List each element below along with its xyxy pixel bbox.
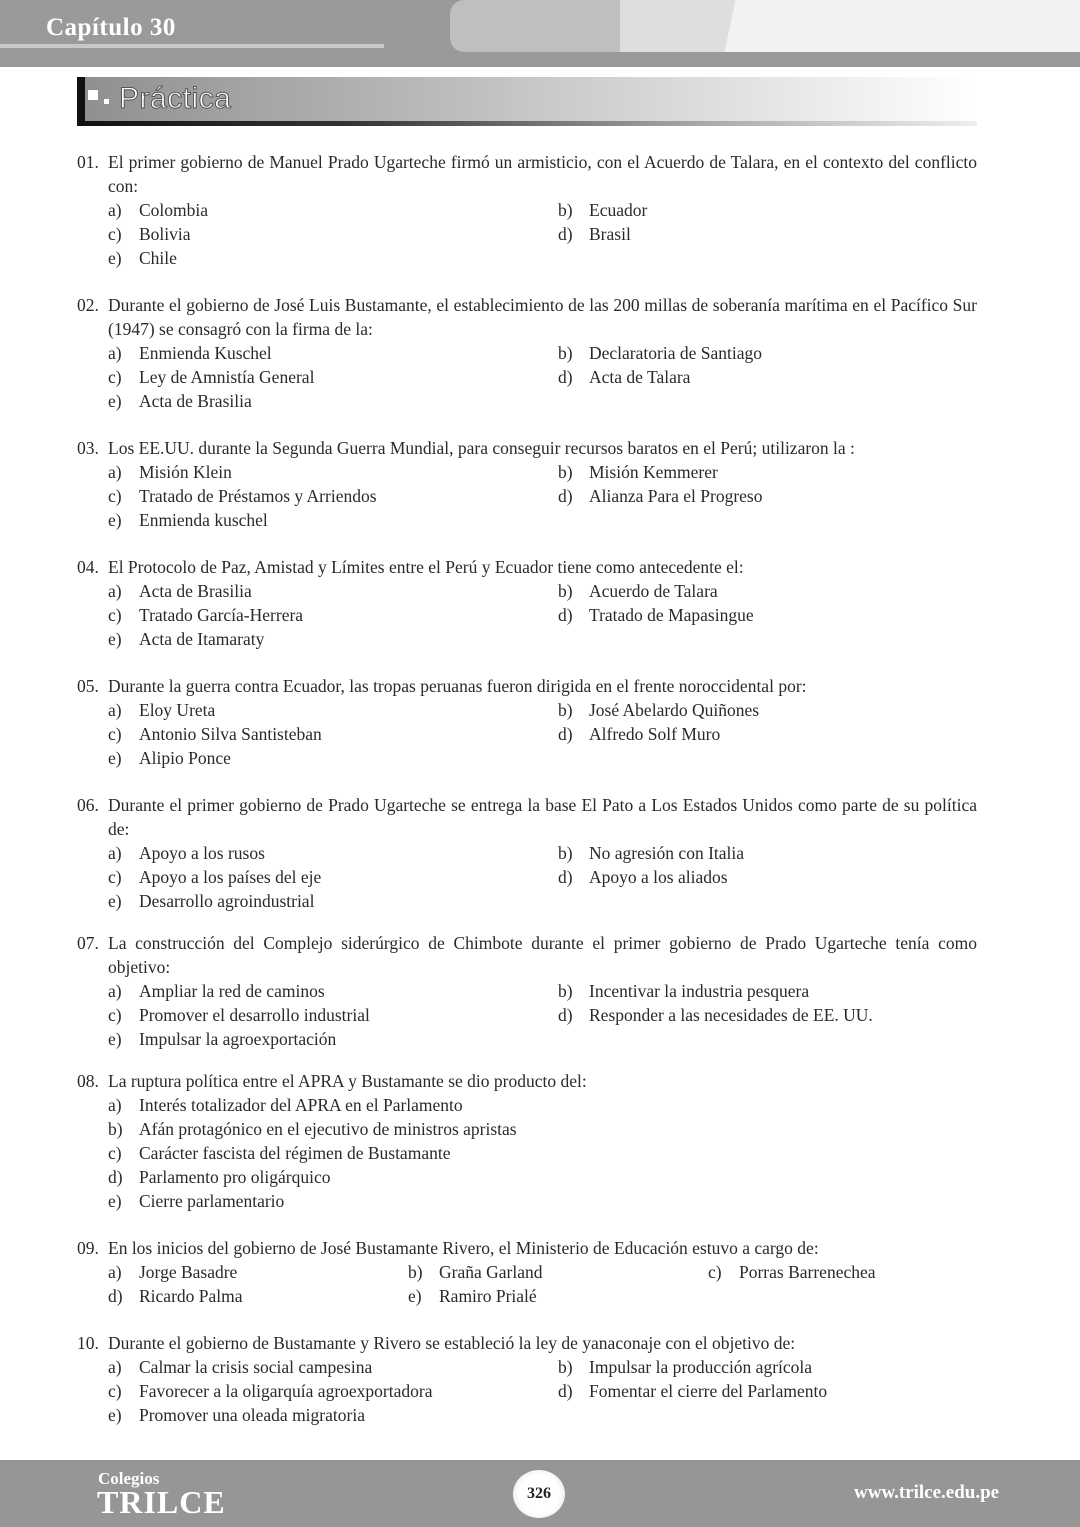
option: e) Acta de Itamaraty [108,629,265,649]
option: d) Responder a las necesidades de EE. UU. [558,1005,873,1025]
option: e) Promover una oleada migratoria [108,1405,365,1425]
option: d) Tratado de Mapasingue [558,605,754,625]
question-text: El primer gobierno de Manuel Prado Ugarteche firmó un armisticio, con el Acuerdo de Talara, en el contexto del conflicto con: [108,152,977,196]
question-number: 03. [77,438,99,458]
option: c) Favorecer a la oligarquía agroexportadora [108,1381,433,1401]
option: c) Carácter fascista del régimen de Bustamante [108,1143,451,1163]
question-number: 02. [77,295,99,315]
header-band [0,52,1080,67]
chapter-title: Capítulo 30 [46,14,176,41]
question-text: En los inicios del gobierno de José Bustamante Rivero, el Ministerio de Educación estuvo a cargo de: [108,1238,819,1258]
option: e) Desarrollo agroindustrial [108,891,315,911]
question [77,1236,977,1308]
question [77,793,977,913]
question-text: Durante el gobierno de Bustamante y Rivero se estableció la ley de yanaconaje con el objetivo de: [108,1333,796,1353]
question-number: 08. [77,1071,99,1091]
option: a) Eloy Ureta [108,700,216,720]
option: b) Graña Garland [408,1262,543,1282]
question-text: Durante el gobierno de José Luis Bustamante, el establecimiento de las 200 millas de soberanía marítima en el Pacífico Sur (1947) se consagró con la firma de la: [108,295,977,339]
brand-subtitle: Colegios [98,1469,160,1488]
question-text: Durante la guerra contra Ecuador, las tropas peruanas fueron dirigida en el frente noroccidental por: [108,676,807,696]
header-decoration [699,0,1080,52]
option: a) Jorge Basadre [108,1262,238,1282]
question-number: 04. [77,557,99,577]
option: a) Misión Klein [108,462,232,482]
question-number: 07. [77,933,99,953]
option: e) Chile [108,248,177,268]
option: c) Bolivia [108,224,191,244]
option: d) Alianza Para el Progreso [558,486,763,506]
question [77,931,977,1051]
question [77,293,977,413]
option: a) Acta de Brasilia [108,581,252,601]
section-underline [77,121,977,126]
small-bullet-icon [104,99,109,104]
question-number: 06. [77,795,99,815]
question [77,436,977,532]
option: a) Interés totalizador del APRA en el Parlamento [108,1095,463,1115]
option: c) Antonio Silva Santisteban [108,724,322,744]
option: d) Fomentar el cierre del Parlamento [558,1381,828,1401]
option: c) Porras Barrenechea [708,1262,876,1282]
option: a) Enmienda Kuschel [108,343,272,363]
question-text: Los EE.UU. durante la Segunda Guerra Mundial, para conseguir recursos baratos en el Perú; utilizaron la : [108,438,855,458]
section-title: Práctica [119,82,232,115]
brand-logo: TRILCE [97,1484,226,1520]
option: b) Afán protagónico en el ejecutivo de ministros apristas [108,1119,517,1139]
option: b) No agresión con Italia [558,843,745,863]
option: e) Enmienda kuschel [108,510,268,530]
question-text: La ruptura política entre el APRA y Bustamante se dio producto del: [108,1071,587,1091]
option: c) Tratado de Préstamos y Arriendos [108,486,377,506]
option: d) Apoyo a los aliados [558,867,728,887]
option: b) Ecuador [558,200,648,220]
section-banner [77,77,977,127]
option: e) Acta de Brasilia [108,391,252,411]
option: c) Ley de Amnistía General [108,367,315,387]
page-header [0,0,1080,67]
option: d) Brasil [558,224,631,244]
question-number: 01. [77,152,99,172]
option: d) Ricardo Palma [108,1286,243,1306]
question [77,674,977,770]
option: b) José Abelardo Quiñones [558,700,760,720]
option: e) Alipio Ponce [108,748,231,768]
section-marker [77,77,85,126]
question [77,1069,977,1213]
option: e) Impulsar la agroexportación [108,1029,337,1049]
option: b) Declaratoria de Santiago [558,343,762,363]
question-number: 05. [77,676,99,696]
option: b) Incentivar la industria pesquera [558,981,810,1001]
question-text: La construcción del Complejo siderúrgico de Chimbote durante el primer gobierno de Prado Ugarteche tenía como objetivo: [108,933,977,977]
option: d) Acta de Talara [558,367,691,387]
option: a) Colombia [108,200,209,220]
option: a) Apoyo a los rusos [108,843,265,863]
question [77,555,977,651]
option: c) Tratado García-Herrera [108,605,304,625]
square-bullet-icon [88,90,98,100]
question-text: Durante el primer gobierno de Prado Ugarteche se entrega la base El Pato a Los Estados Unidos como parte de su política de: [108,795,977,839]
question-number: 10. [77,1333,99,1353]
option: d) Parlamento pro oligárquico [108,1167,331,1187]
option: d) Alfredo Solf Muro [558,724,721,744]
option: e) Ramiro Prialé [408,1286,537,1306]
page-number: 326 [513,1470,565,1518]
option: c) Apoyo a los países del eje [108,867,322,887]
website-link[interactable]: www.trilce.edu.pe [854,1482,1000,1503]
question-list [77,150,977,1450]
option: e) Cierre parlamentario [108,1191,285,1211]
question [77,150,977,270]
option: a) Ampliar la red de caminos [108,981,325,1001]
option: c) Promover el desarrollo industrial [108,1005,370,1025]
question [77,1331,977,1427]
option: b) Impulsar la producción agrícola [558,1357,813,1377]
header-decoration [450,0,620,52]
page-footer [0,1460,1080,1527]
question-number: 09. [77,1238,99,1258]
chapter-underline [0,44,384,48]
question-text: El Protocolo de Paz, Amistad y Límites entre el Perú y Ecuador tiene como antecedente el: [108,557,744,577]
option: a) Calmar la crisis social campesina [108,1357,373,1377]
option: b) Misión Kemmerer [558,462,718,482]
option: b) Acuerdo de Talara [558,581,718,601]
